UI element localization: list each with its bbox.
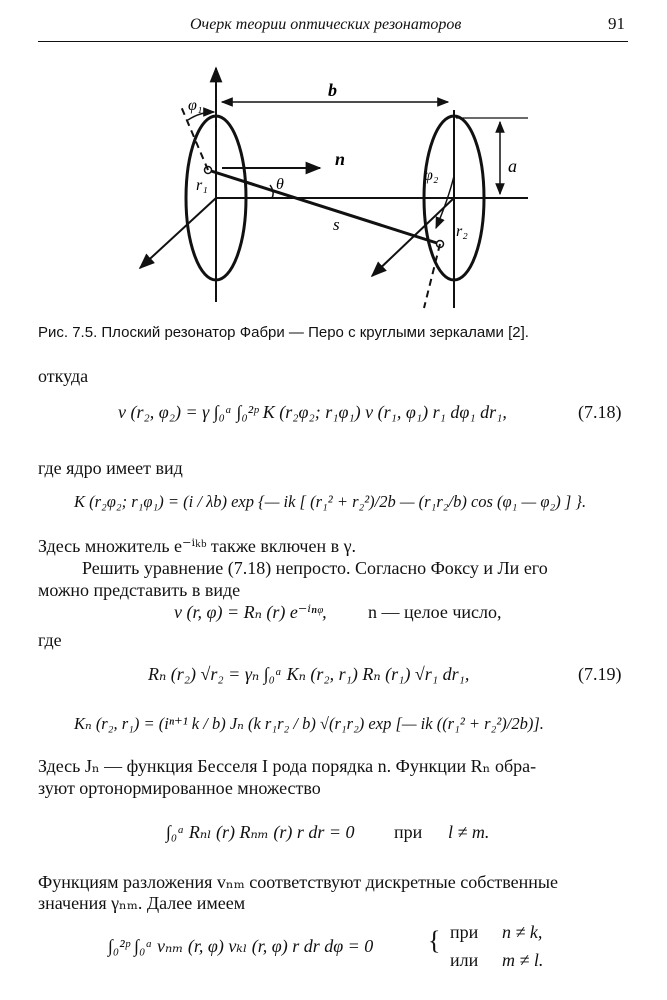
equation-case1-word: при bbox=[450, 922, 479, 942]
equation-orthonormal-condition: l ≠ m. bbox=[448, 822, 490, 842]
equation-case2: m ≠ l. bbox=[502, 950, 544, 970]
equation-final: ∫₀²ᵖ ∫₀ᵃ vₙₘ (r, φ) vₖₗ (r, φ) r dr dφ = 0 bbox=[108, 936, 374, 956]
equation-Kn: Kₙ (r₂, r₁) = (iⁿ⁺¹ k / b) Jₙ (k r₁r₂ / b) √(r₁r₂) exp [— ik ((r₁² + r₂²)/2b)]. bbox=[74, 714, 544, 733]
equation-7-19: Rₙ (r₂) √r₂ = γₙ ∫₀ᵃ Kₙ (r₂, r₁) Rₙ (r₁) √r₁ dr₁, bbox=[148, 664, 470, 684]
label-s: s bbox=[333, 215, 340, 234]
equation-case2-word: или bbox=[450, 950, 479, 970]
page-number: 91 bbox=[608, 14, 625, 33]
text-multiplier: Здесь множитель e⁻ⁱᵏᵇ также включен в γ. bbox=[38, 536, 357, 556]
right-diagonal-axis bbox=[372, 198, 454, 276]
equation-orthonormal-pri: при bbox=[394, 822, 423, 842]
text-bessel-line1: Здесь Jₙ — функция Бесселя I рода порядка n. Функции Rₙ обра- bbox=[38, 756, 537, 776]
equation-kernel: K (r₂φ₂; r₁φ₁) = (i / λb) exp {— ik [ (r₁² + r₂²)/2b — (r₁r₂/b) cos (φ₁ — φ₂) ] }. bbox=[74, 492, 587, 511]
left-diagonal-axis bbox=[140, 198, 216, 268]
text-otkuda: откуда bbox=[38, 366, 89, 386]
equation-number-7-18: (7.18) bbox=[578, 402, 622, 422]
figure-fabry-perot bbox=[0, 50, 667, 320]
equation-final-brace: { bbox=[428, 926, 441, 955]
label-theta: θ bbox=[276, 176, 284, 193]
header-rule bbox=[38, 41, 628, 42]
text-gde: где bbox=[38, 630, 62, 650]
label-n: n bbox=[335, 149, 346, 169]
text-solve-line2: можно представить в виде bbox=[38, 580, 241, 600]
equation-case1: n ≠ k, bbox=[502, 922, 543, 942]
phi2-arc bbox=[436, 176, 454, 228]
label-phi1: φ₁ bbox=[188, 97, 203, 114]
equation-separation: v (r, φ) = Rₙ (r) e⁻ⁱⁿᵠ, bbox=[174, 602, 327, 622]
equation-7-18: v (r₂, φ₂) = γ ∫₀ᵃ ∫₀²ᵖ K (r₂φ₂; r₁φ₁) v (r₁, φ₁) r₁ dφ₁ dr₁, bbox=[118, 402, 507, 422]
text-bessel-line2: зуют ортонормированное множество bbox=[38, 778, 321, 798]
label-r2: r₂ bbox=[456, 223, 468, 240]
text-expansion-line2: значения γₙₘ. Далее имеем bbox=[38, 893, 246, 913]
equation-separation-note: n — целое число, bbox=[368, 602, 502, 622]
text-expansion-line1: Функциям разложения vₙₘ соответствуют дискретные собственные bbox=[38, 872, 558, 892]
equation-orthonormal: ∫₀ᵃ Rₙₗ (r) Rₙₘ (r) r dr = 0 bbox=[166, 822, 355, 842]
label-b: b bbox=[328, 80, 337, 100]
running-header-title: Очерк теории оптических резонаторов bbox=[190, 16, 462, 33]
label-alpha: a bbox=[508, 156, 517, 176]
text-solve-line1: Решить уравнение (7.18) непросто. Согласно Фоксу и Ли его bbox=[82, 558, 548, 578]
figure-caption: Рис. 7.5. Плоский резонатор Фабри — Перо с круглыми зеркалами [2]. bbox=[38, 324, 529, 341]
text-kernel-intro: где ядро имеет вид bbox=[38, 458, 183, 478]
label-r1: r₁ bbox=[196, 177, 208, 194]
equation-number-7-19: (7.19) bbox=[578, 664, 622, 684]
label-phi2: φ₂ bbox=[424, 167, 439, 184]
